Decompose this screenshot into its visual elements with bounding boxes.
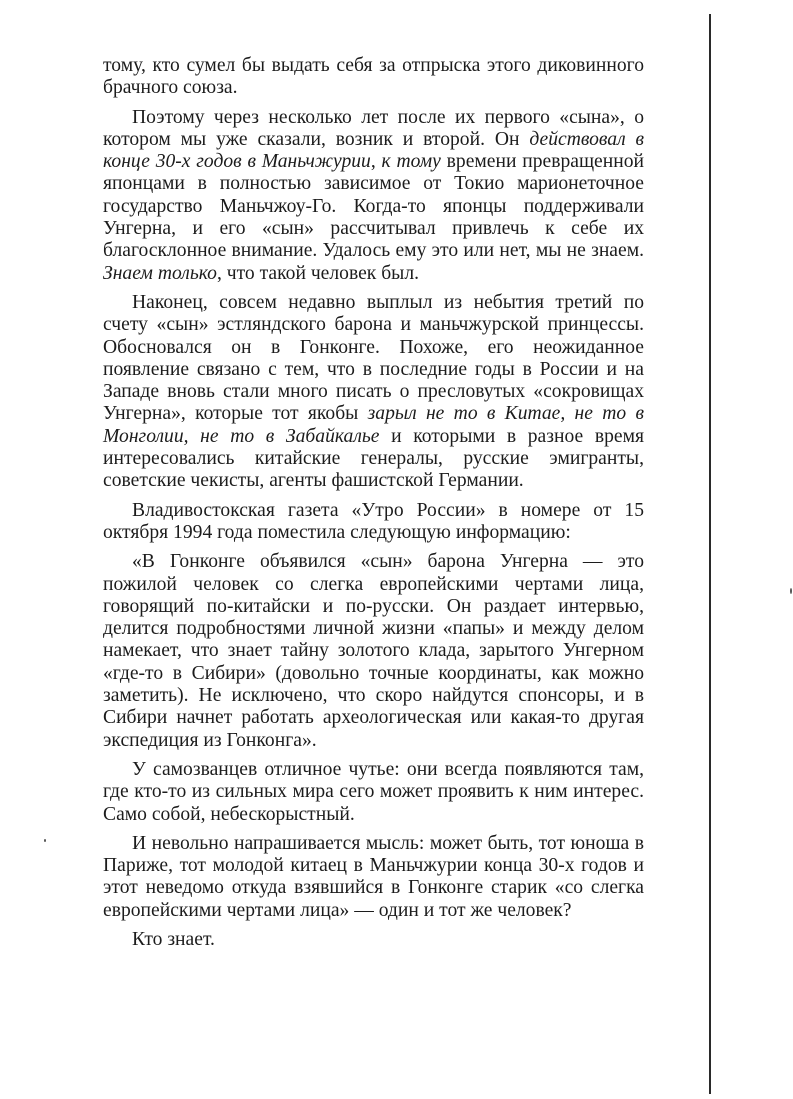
paragraph-7 [103,929,644,951]
text-segment: , что такой человек был. [216,262,420,284]
text-segment: тому, кто сумел бы выдать себя за отпрыска этого диковинного брачного союза. [103,55,644,99]
margin-rule [709,14,711,1094]
italic-segment: действовал в конце 30-х годов в Маньчжурии [103,128,645,173]
paragraph-3 [103,500,644,545]
document-page [103,55,644,958]
italic-segment: Знаем только [103,262,217,284]
text-segment: и которыми в разное время интересовались китайские генералы, русские эмигранты, советские чекисты, агенты фашистской Германии. [103,425,644,492]
paragraph-1 [103,107,644,285]
paragraph-2 [103,292,644,493]
text-segment: Владивостокская газета «Утро России» в номере от 15 октября 1994 года поместила следующую информацию: [103,499,644,543]
text-segment: Поэтому через несколько лет после их первого «сына», о котором мы уже сказали, возник и второй. Он [103,106,644,150]
text-segment: Кто знает. [132,928,215,950]
paragraph-4 [103,551,644,752]
text-segment: «В Гонконге объявился «сын» барона Унгерна — это пожилой человек со слегка европейскими чертами лица, говорящий по-китайски и по-русски. Он раздает интервью, делится подробностями личной жизни «папы» и между делом намекает, что знает тайну золотого клада, зарытого Унгерном «где-то в Сибири» (довольно точные координаты, как можно заметить). Не исключено, что скоро найдутся спонсоры, и в Сибири начнет работать археологическая или какая-то другая экспедиция из Гонконга». [103,551,644,751]
italic-segment: зарыл не то в Китае, не то в Монголии, не то в Забайкалье [103,403,644,447]
scan-speck [44,839,46,842]
text-segment: У самозванцев отличное чутье: они всегда появляются там, где кто-то из сильных мира сего может проявить к ним интерес. Само собой, небескорыстный. [103,758,644,825]
italic-segment: к тому [381,151,441,173]
text-segment: Наконец, совсем недавно выплыл из небытия третий по счету «сын» эстляндского барона и маньчжурской принцессы. Обосновался он в Гонконге. Похоже, его неожиданное появление связано с тем, что в последние годы в России и на Западе вновь стали много писать о пресловутых «сокровищах Унгерна», которые тот якобы [103,291,644,425]
paragraph-5 [103,759,644,826]
text-segment: времени превращенной японцами в полностью зависимое от Токио марионеточное государство Маньчжоу-Го. Когда-то японцы поддерживали Унгерна, и его «сын» рассчитывал привлечь к себе их благосклонное внимание. Удалось ему это или нет, мы не знаем. [103,151,644,262]
scan-speck [790,588,792,594]
text-segment: , [370,151,382,173]
text-segment: И невольно напрашивается мысль: может быть, тот юноша в Париже, тот молодой китаец в Маньчжурии конца 30-х годов и этот неведомо откуда взявшийся в Гонконге старик «со слегка европейскими чертами лица» — один и тот же человек? [103,832,644,921]
paragraph-6 [103,833,644,922]
paragraph-0 [103,55,644,100]
